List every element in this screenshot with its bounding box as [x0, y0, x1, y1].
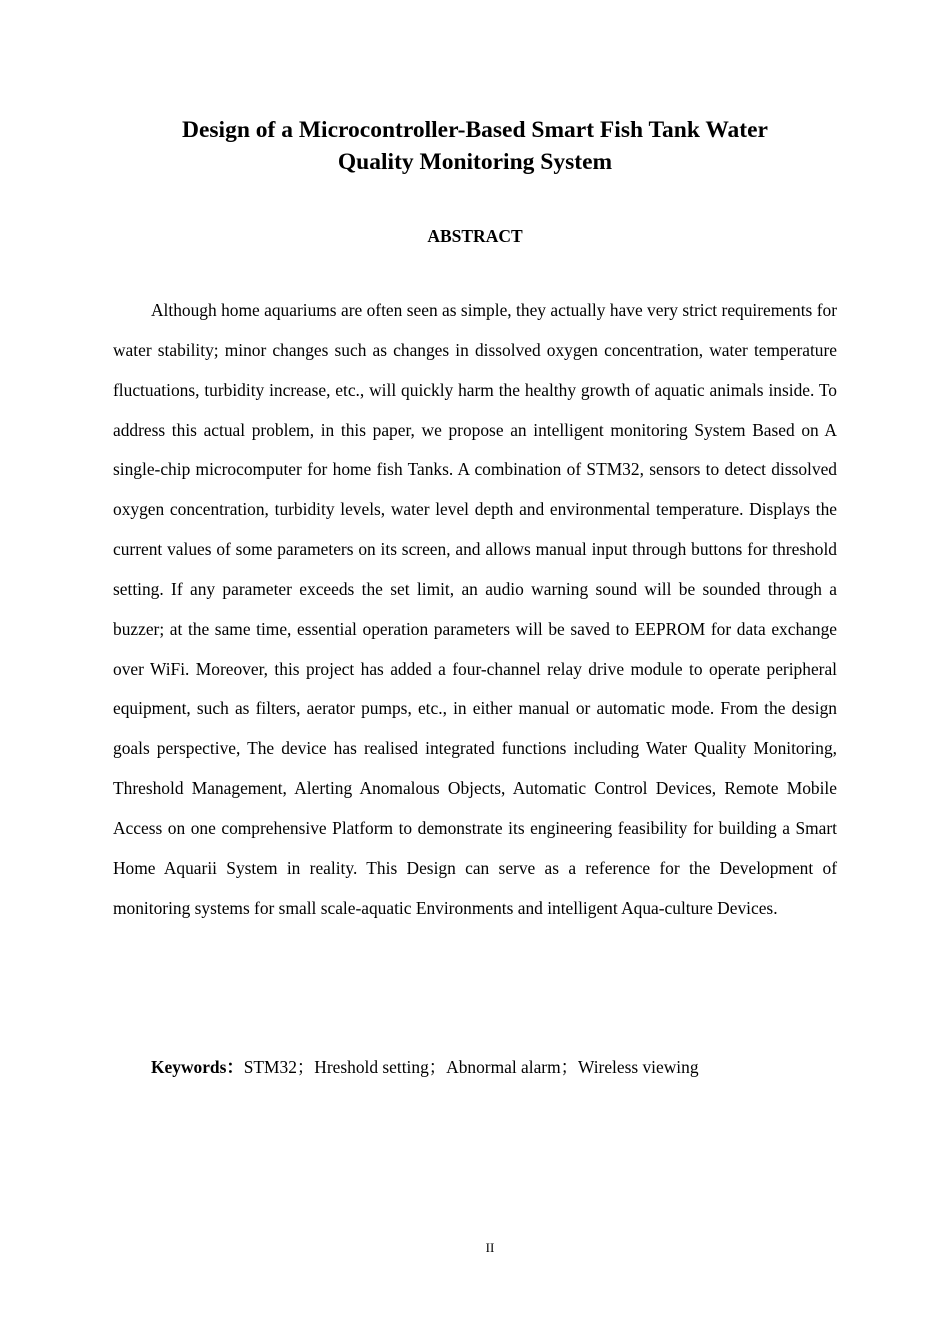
abstract-body: Although home aquariums are often seen as simple, they actually have very strict requirements for water stability; minor changes such as changes in dissolved oxygen concentration, water temperature fluctuations, turbidity increase, etc., will quickly harm the healthy growth of aquatic animals inside. To address this actual problem, in this paper, we propose an intelligent monitoring System Based on A single-chip microcomputer for home fish Tanks. A combination of STM32, sensors to detect dissolved oxygen concentration, turbidity levels, water level depth and environmental temperature. Displays the current values of some parameters on its screen, and allows manual input through buttons for threshold setting. If any parameter exceeds the set limit, an audio warning sound will be sounded through a buzzer; at the same time, essential operation parameters will be saved to EEPROM for data exchange over WiFi. Moreover, this project has added a four-channel relay drive module to operate peripheral equipment, such as filters, aerator pumps, etc., in either manual or automatic mode. From the design goals perspective, The device has realised integrated functions including Water Quality Monitoring, Threshold Management, Alerting Anomalous Objects, Automatic Control Devices, Remote Mobile Access on one comprehensive Platform to demonstrate its engineering feasibility for building a Smart Home Aquarii System in reality. This Design can serve as a reference for the Development of monitoring systems for small scale-aquatic Environments and intelligent Aqua-culture Devices. [113, 300, 837, 918]
paper-title [113, 114, 837, 178]
paper-title-line-2: Quality Monitoring System [337, 149, 613, 175]
page-number: II [485, 1240, 495, 1255]
paper-title-line-1: Design of a Microcontroller-Based Smart Fish Tank Water [182, 117, 768, 143]
keywords-list: STM32；Hreshold setting；Abnormal alarm；Wireless viewing [243, 1057, 699, 1077]
keywords-line [151, 1053, 841, 1081]
abstract-heading: ABSTRACT [427, 226, 523, 246]
keywords-label: Keywords： [151, 1057, 244, 1077]
